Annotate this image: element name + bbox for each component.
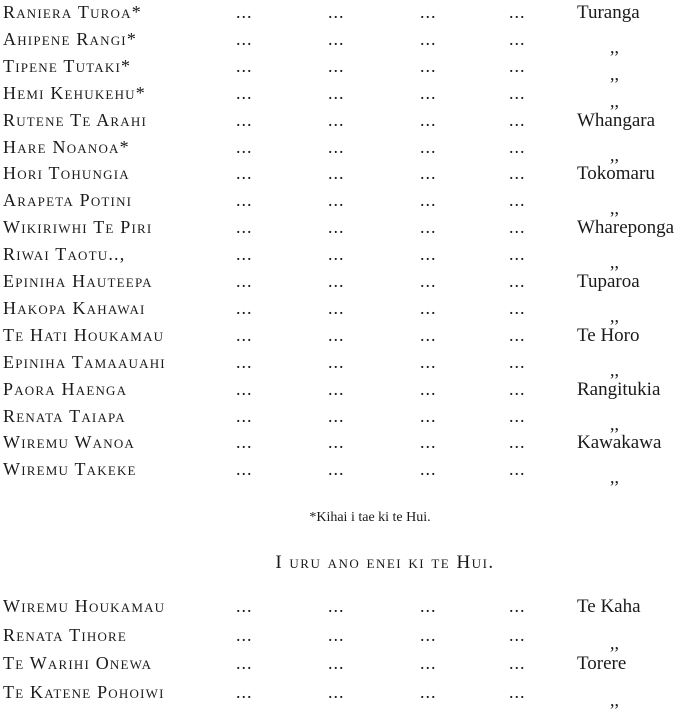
leader-dots: ... <box>420 459 437 480</box>
person-name: Wiremu Wanoa <box>3 432 135 453</box>
list-row <box>0 83 700 109</box>
leader-dots: ... <box>236 459 253 480</box>
list-row <box>0 298 700 324</box>
leader-dots: ... <box>420 596 437 616</box>
list-row <box>0 244 700 273</box>
leader-dots: ... <box>509 681 526 702</box>
leader-dots: ... <box>509 653 526 673</box>
leader-dots: ... <box>420 271 437 291</box>
leader-dots: ... <box>328 681 345 702</box>
list-row <box>0 596 700 622</box>
leader-dots: ... <box>420 55 437 76</box>
leader-dots: ... <box>509 82 526 103</box>
person-name: Rutene Te Arahi <box>3 109 147 130</box>
leader-dots: ... <box>509 2 526 22</box>
person-name: Ahipene Rangi* <box>3 28 138 49</box>
leader-dots: ... <box>236 653 253 673</box>
person-name: Renata Tihore <box>3 624 128 645</box>
leader-dots: ... <box>328 190 345 211</box>
leader-dots: ... <box>420 624 437 645</box>
leader-dots: ... <box>420 324 437 345</box>
footnote: *Kihai i tae ki te Hui. <box>309 510 431 525</box>
person-name: Renata Taiapa <box>3 405 126 426</box>
person-name: Te Hati Houkamau <box>3 324 165 345</box>
section-heading: I uru ano enei ki te Hui. <box>275 552 495 573</box>
leader-dots: ... <box>328 271 345 291</box>
leader-dots: ... <box>236 324 253 345</box>
leader-dots: ... <box>236 681 253 702</box>
leader-dots: ... <box>509 596 526 616</box>
leader-dots: ... <box>420 681 437 702</box>
ditto-mark: ,, <box>610 36 619 57</box>
list-row <box>0 217 700 243</box>
leader-dots: ... <box>236 405 253 426</box>
list-row <box>0 325 700 351</box>
leader-dots: ... <box>328 324 345 345</box>
leader-dots: ... <box>328 2 345 22</box>
leader-dots: ... <box>509 405 526 426</box>
person-name: Epiniha Tamaauahi <box>3 351 166 372</box>
leader-dots: ... <box>509 624 526 645</box>
ditto-mark: ,, <box>610 90 619 111</box>
leader-dots: ... <box>236 596 253 616</box>
person-name: Hakopa Kahawai <box>3 297 146 318</box>
leader-dots: ... <box>328 55 345 76</box>
leader-dots: ... <box>420 653 437 673</box>
person-name: Paora Haenga <box>3 378 128 399</box>
leader-dots: ... <box>328 459 345 480</box>
leader-dots: ... <box>236 624 253 645</box>
ditto-mark: ,, <box>610 144 619 165</box>
person-name: Wikiriwhi Te Piri <box>3 217 153 238</box>
leader-dots: ... <box>236 217 253 238</box>
leader-dots: ... <box>509 136 526 157</box>
leader-dots: ... <box>420 378 437 399</box>
leader-dots: ... <box>328 351 345 372</box>
ditto-mark: ,, <box>610 305 619 326</box>
list-row <box>0 406 700 432</box>
leader-dots: ... <box>420 82 437 103</box>
leader-dots: ... <box>236 378 253 399</box>
list-row <box>0 110 700 136</box>
person-name: Hemi Kehukehu* <box>3 82 146 103</box>
place-name: Turanga <box>577 2 640 23</box>
leader-dots: ... <box>509 217 526 238</box>
leader-dots: ... <box>509 55 526 76</box>
ditto-mark: ,, <box>610 632 619 653</box>
leader-dots: ... <box>420 351 437 372</box>
leader-dots: ... <box>509 378 526 399</box>
leader-dots: ... <box>420 244 437 265</box>
leader-dots: ... <box>328 136 345 157</box>
leader-dots: ... <box>328 297 345 318</box>
place-name: Torere <box>577 653 627 674</box>
leader-dots: ... <box>328 596 345 616</box>
list-row <box>0 163 700 189</box>
place-name: Te Horo <box>577 324 640 346</box>
leader-dots: ... <box>509 244 526 265</box>
ditto-mark: ,, <box>610 359 619 380</box>
leader-dots: ... <box>236 271 253 291</box>
leader-dots: ... <box>328 653 345 673</box>
leader-dots: ... <box>328 82 345 103</box>
place-name: Rangitukia <box>577 378 661 400</box>
list-row <box>0 137 700 163</box>
person-name: Raniera Turoa* <box>3 2 142 22</box>
leader-dots: ... <box>328 244 345 265</box>
leader-dots: ... <box>509 351 526 372</box>
leader-dots: ... <box>420 217 437 238</box>
place-name: Te Kaha <box>577 596 641 617</box>
place-name: Kawakawa <box>577 432 662 454</box>
ditto-mark: ,, <box>610 63 619 84</box>
leader-dots: ... <box>420 297 437 318</box>
list-row <box>0 29 700 55</box>
place-name: Whareponga <box>577 217 675 239</box>
person-name: Te Katene Pohoiwi <box>3 681 165 702</box>
leader-dots: ... <box>509 324 526 345</box>
place-name: Tokomaru <box>577 163 655 185</box>
leader-dots: ... <box>420 2 437 22</box>
leader-dots: ... <box>328 28 345 49</box>
list-row <box>0 271 700 297</box>
list-row <box>0 459 700 488</box>
place-name: Whangara <box>577 109 656 131</box>
leader-dots: ... <box>328 432 345 453</box>
leader-dots: ... <box>509 297 526 318</box>
person-name: Epiniha Hauteepa <box>3 271 153 291</box>
leader-dots: ... <box>236 163 253 184</box>
list-row <box>0 2 700 28</box>
ditto-mark: ,, <box>610 689 619 710</box>
person-name: Hori Tohungia <box>3 163 130 184</box>
leader-dots: ... <box>420 163 437 184</box>
leader-dots: ... <box>509 432 526 453</box>
leader-dots: ... <box>236 28 253 49</box>
person-name: Wiremu Takeke <box>3 459 137 480</box>
leader-dots: ... <box>509 459 526 480</box>
leader-dots: ... <box>236 109 253 130</box>
ditto-mark: ,, <box>610 198 619 219</box>
leader-dots: ... <box>509 163 526 184</box>
leader-dots: ... <box>420 190 437 211</box>
leader-dots: ... <box>236 351 253 372</box>
list-row <box>0 190 700 219</box>
person-name: Arapeta Potini <box>3 190 133 211</box>
leader-dots: ... <box>509 190 526 211</box>
leader-dots: ... <box>509 109 526 130</box>
list-row <box>0 625 700 651</box>
leader-dots: ... <box>420 405 437 426</box>
leader-dots: ... <box>328 378 345 399</box>
leader-dots: ... <box>236 2 253 22</box>
leader-dots: ... <box>509 28 526 49</box>
leader-dots: ... <box>328 405 345 426</box>
leader-dots: ... <box>328 217 345 238</box>
place-name: Tuparoa <box>577 271 640 292</box>
list-row <box>0 653 700 679</box>
leader-dots: ... <box>236 432 253 453</box>
leader-dots: ... <box>328 624 345 645</box>
leader-dots: ... <box>236 297 253 318</box>
list-row <box>0 682 700 708</box>
leader-dots: ... <box>328 163 345 184</box>
leader-dots: ... <box>420 109 437 130</box>
ditto-mark: ,, <box>610 467 619 488</box>
leader-dots: ... <box>236 190 253 211</box>
list-row <box>0 352 700 378</box>
leader-dots: ... <box>420 432 437 453</box>
ditto-mark: ,, <box>610 413 619 434</box>
leader-dots: ... <box>420 28 437 49</box>
leader-dots: ... <box>236 136 253 157</box>
ditto-mark: ,, <box>610 252 619 273</box>
leader-dots: ... <box>236 55 253 76</box>
list-row <box>0 56 700 82</box>
person-name: Tipene Tutaki* <box>3 55 132 76</box>
list-row <box>0 379 700 405</box>
person-name: Te Warihi Onewa <box>3 653 153 673</box>
leader-dots: ... <box>420 136 437 157</box>
person-name: Hare Noanoa* <box>3 136 130 157</box>
leader-dots: ... <box>236 82 253 103</box>
person-name: Riwai Taotu.., <box>3 244 126 265</box>
list-row <box>0 432 700 458</box>
leader-dots: ... <box>236 244 253 265</box>
leader-dots: ... <box>509 271 526 291</box>
leader-dots: ... <box>328 109 345 130</box>
person-name: Wiremu Houkamau <box>3 596 166 616</box>
